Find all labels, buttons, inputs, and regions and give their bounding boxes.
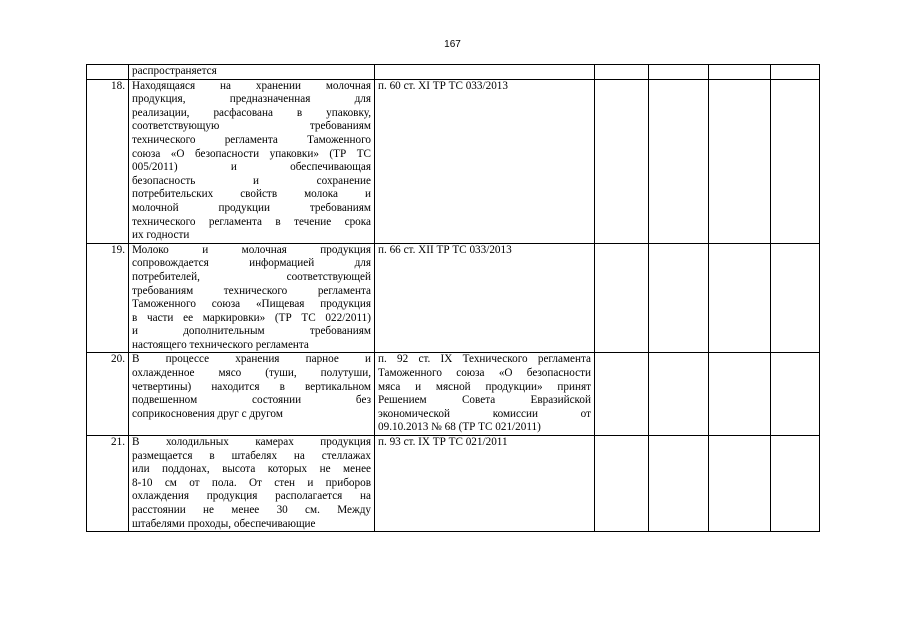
table-row: [87, 436, 820, 532]
empty-cell: [709, 79, 771, 243]
table-row: [87, 353, 820, 436]
legal-reference: [375, 65, 595, 80]
requirement-text-line: безопасность и сохранение: [132, 174, 371, 187]
table-row: [87, 79, 820, 243]
empty-cell: [771, 243, 820, 353]
row-number: 18.: [87, 79, 129, 243]
empty-cell: [649, 353, 709, 436]
empty-cell: [595, 436, 649, 532]
empty-cell: [595, 79, 649, 243]
row-number: 19.: [87, 243, 129, 353]
row-number: [87, 65, 129, 80]
requirement-text-line: соответствующую требованиям: [132, 120, 371, 133]
row-number: 20.: [87, 353, 129, 436]
requirement-text-line: требованиям технического регламента: [132, 284, 371, 297]
requirement-text-line: или поддонах, высота которых не менее: [132, 463, 371, 476]
requirement-text-line: Находящаяся на хранении молочная: [132, 79, 371, 92]
requirement-text-line: технического регламента Таможенного: [132, 133, 371, 146]
legal-reference: [375, 79, 595, 243]
requirement-text: [129, 243, 375, 353]
legal-reference-line: экономической комиссии от: [378, 407, 591, 420]
empty-cell: [771, 353, 820, 436]
requirement-text-line: потребительских свойств молока и: [132, 188, 371, 201]
requirement-text-line: подвешенном состоянии без: [132, 394, 371, 407]
requirement-text-line: в части ее маркировки» (ТР ТС 022/2011): [132, 311, 371, 324]
requirement-text-line: молочной продукции требованиям: [132, 201, 371, 214]
requirement-text-line: четвертины) находится в вертикальном: [132, 380, 371, 393]
empty-cell: [771, 436, 820, 532]
legal-reference: [375, 436, 595, 532]
requirement-text-line: реализации, расфасована в упаковку,: [132, 106, 371, 119]
legal-reference-line: п. 93 ст. IX ТР ТС 021/2011: [378, 436, 508, 449]
requirement-text-line: охлажденное мясо (туши, полутуши,: [132, 367, 371, 380]
legal-reference-line: Таможенного союза «О безопасности: [378, 367, 591, 380]
empty-cell: [709, 436, 771, 532]
requirement-text-line: размещается в штабелях на стеллажах: [132, 449, 371, 462]
requirement-text-line: технического регламента в течение срока: [132, 215, 371, 228]
requirement-text-line: расстоянии не менее 30 см. Между: [132, 504, 371, 516]
requirement-text-line: соприкосновения друг с другом: [132, 407, 283, 420]
requirement-text-line: распространяется: [132, 65, 217, 77]
requirement-text-line: их годности: [132, 229, 190, 242]
page-number: 167: [444, 39, 461, 50]
requirement-text: [129, 436, 375, 532]
legal-reference-line: п. 66 ст. XII ТР ТС 033/2013: [378, 243, 512, 256]
empty-cell: [595, 65, 649, 80]
requirement-text-line: охлаждения продукция располагается на: [132, 490, 371, 503]
empty-cell: [649, 243, 709, 353]
requirement-text-line: союза «О безопасности упаковки» (ТР ТС: [132, 147, 371, 160]
requirement-text-line: 8-10 см от пола. От стен и приборов: [132, 476, 371, 489]
requirement-text-line: В процессе хранения парное и: [132, 353, 371, 366]
legal-reference: [375, 353, 595, 436]
empty-cell: [595, 353, 649, 436]
empty-cell: [709, 353, 771, 436]
requirement-text-line: и дополнительным требованиям: [132, 325, 371, 338]
requirement-text-line: Молоко и молочная продукция: [132, 243, 371, 256]
empty-cell: [771, 79, 820, 243]
table-row: [87, 243, 820, 353]
requirement-text-line: потребителей, соответствующей: [132, 270, 371, 283]
requirement-text-line: Таможенного союза «Пищевая продукция: [132, 298, 371, 311]
empty-cell: [709, 65, 771, 80]
requirement-text-line: 005/2011) и обеспечивающая: [132, 161, 371, 174]
empty-cell: [649, 79, 709, 243]
requirement-text-line: настоящего технического регламента: [132, 338, 309, 351]
legal-reference-line: мяса и мясной продукции» принят: [378, 380, 591, 393]
empty-cell: [595, 243, 649, 353]
legal-reference-line: 09.10.2013 № 68 (ТР ТС 021/2011): [378, 421, 541, 434]
empty-cell: [649, 436, 709, 532]
empty-cell: [709, 243, 771, 353]
requirement-text-line: продукция, предназначенная для: [132, 93, 371, 106]
requirement-text: [129, 65, 375, 80]
requirement-text: [129, 79, 375, 243]
requirement-text: [129, 353, 375, 436]
row-number: 21.: [87, 436, 129, 532]
requirement-text-line: В холодильных камерах продукция: [132, 436, 371, 449]
legal-reference-line: п. 60 ст. XI ТР ТС 033/2013: [378, 79, 508, 92]
requirements-table: [86, 64, 820, 532]
empty-cell: [649, 65, 709, 80]
legal-reference-line: п. 92 ст. IX Технического регламента: [378, 353, 591, 366]
requirement-text-line: штабелями проходы, обеспечивающие: [132, 517, 316, 530]
table-row: [87, 65, 820, 80]
requirement-text-line: сопровождается информацией для: [132, 257, 371, 270]
empty-cell: [771, 65, 820, 80]
legal-reference-line: Решением Совета Евразийской: [378, 394, 591, 407]
legal-reference: [375, 243, 595, 353]
